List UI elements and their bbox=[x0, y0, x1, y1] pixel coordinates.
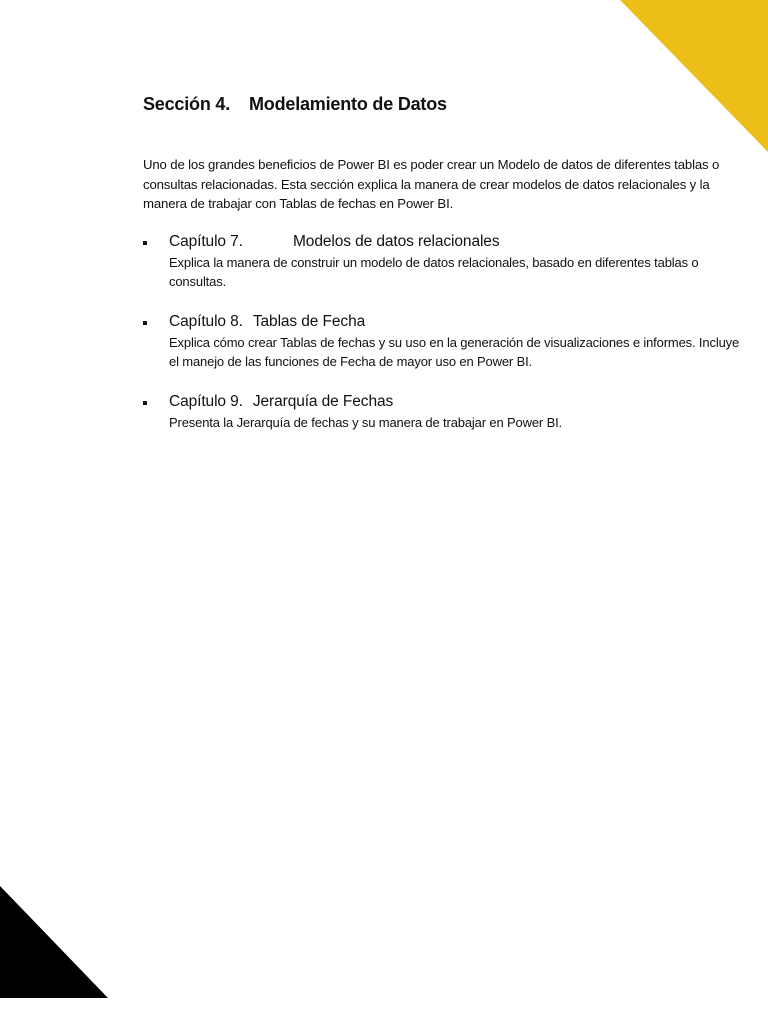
chapter-title bbox=[169, 312, 743, 332]
black-corner-triangle bbox=[0, 880, 120, 1024]
chapter-number: Capítulo 7. bbox=[169, 233, 243, 250]
chapter-name: Modelos de datos relacionales bbox=[293, 233, 500, 250]
black-triangle-shape bbox=[0, 886, 108, 998]
bullet-icon bbox=[143, 401, 147, 405]
section-title: Modelamiento de Datos bbox=[249, 94, 447, 114]
chapter-name: Jerarquía de Fechas bbox=[252, 393, 394, 410]
bullet-icon bbox=[143, 321, 147, 325]
chapter-list bbox=[143, 232, 743, 432]
intro-paragraph: Uno de los grandes beneficios de Power BI es poder crear un Modelo de datos de diferentes tablas o consultas relacionadas. Esta sección explica la manera de crear modelos de datos relacionales y la manera de trabajar con Tablas de fechas en Power BI. bbox=[143, 157, 720, 211]
chapter-description: Presenta la Jerarquía de fechas y su manera de trabajar en Power BI. bbox=[169, 415, 563, 430]
yellow-triangle-shape bbox=[620, 0, 768, 152]
chapter-description: Explica la manera de construir un modelo de datos relacionales, basado en diferentes tablas o consultas. bbox=[169, 255, 699, 289]
section-number: Sección 4. bbox=[143, 94, 231, 114]
list-item-chapter-9 bbox=[143, 392, 743, 432]
section-heading bbox=[143, 94, 447, 115]
list-item-chapter-8 bbox=[143, 312, 743, 371]
chapter-name: Tablas de Fecha bbox=[252, 313, 366, 330]
yellow-corner-triangle bbox=[0, 0, 768, 160]
chapter-title bbox=[169, 232, 743, 252]
chapter-title bbox=[169, 392, 743, 412]
chapter-number: Capítulo 8. bbox=[169, 313, 243, 330]
chapter-description: Explica cómo crear Tablas de fechas y su uso en la generación de visualizaciones e informes. Incluye el manejo de las funciones de Fecha de mayor uso en Power BI. bbox=[169, 335, 740, 369]
bullet-icon bbox=[143, 241, 147, 245]
chapter-number: Capítulo 9. bbox=[169, 393, 243, 410]
list-item-chapter-7 bbox=[143, 232, 743, 291]
